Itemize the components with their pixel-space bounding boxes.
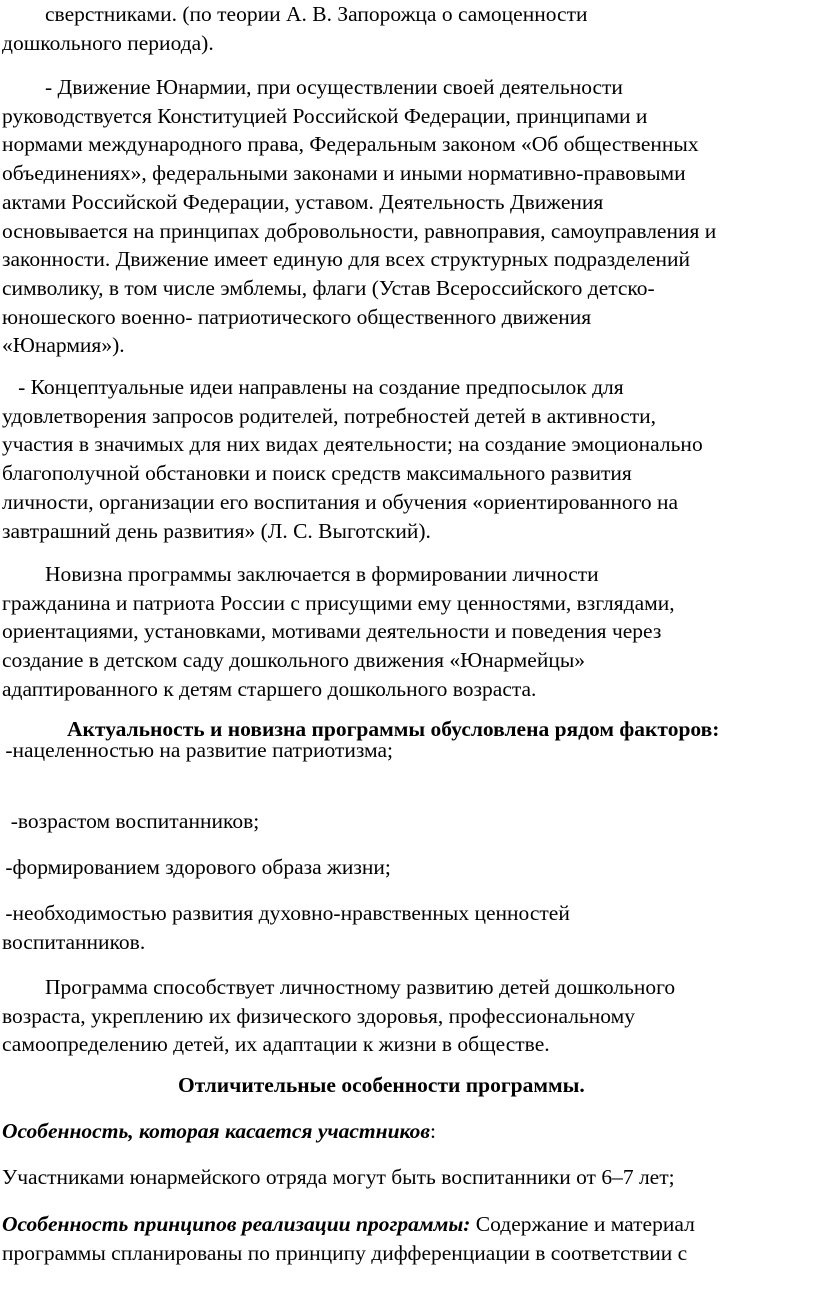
text-line: программы спланированы по принципу дифференциации в соответствии с (2, 1240, 688, 1265)
text-line: самоопределению детей, их адаптации к жизни в обществе. (2, 1032, 550, 1057)
text-line: нормами международного права, Федеральным законом «Об общественных (2, 132, 699, 157)
text-line: «Юнармия»). (2, 333, 125, 358)
principles-text: Содержание и материал (470, 1212, 695, 1236)
paragraph-yunarmia (0, 73, 716, 360)
heading-features: Отличительные особенности программы. (178, 1073, 585, 1097)
text-line: личности, организации его воспитания и обучения «ориентированного на (2, 489, 679, 514)
text-line: удовлетворения запросов родителей, потребностей детей в активности, (2, 403, 657, 428)
text-line: сверстниками. (по теории А. В. Запорожца о самоценности (2, 2, 588, 26)
text-line: воспитанников. (2, 929, 146, 954)
factor-item: -возрастом воспитанников; (0, 809, 260, 833)
feature-participants-colon: : (429, 1119, 436, 1143)
paragraph-program (0, 973, 675, 1059)
text-line: - Концептуальные идеи направлены на создание предпосылок для (2, 375, 624, 399)
text-line: участия в значимых для них видах деятельности; на создание эмоционально (2, 432, 703, 457)
text-line: -необходимостью развития духовно-нравственных ценностей (0, 901, 570, 925)
heading-actuality: Актуальность и новизна программы обусловлена рядом факторов: (67, 717, 720, 741)
feature-principles-label: Особенность принципов реализации программы: (2, 1212, 471, 1236)
text-line: - Движение Юнармии, при осуществлении своей деятельности (2, 75, 623, 99)
text-line: законности. Движение имеет единую для всех структурных подразделений (2, 247, 691, 272)
text-line: завтрашний день развития» (Л. С. Выготский). (2, 518, 431, 543)
text-line: Новизна программы заключается в формировании личности (2, 562, 599, 586)
text-line: юношеского военно- патриотического общественного движения (2, 304, 592, 329)
text-line: создание в детском саду дошкольного движения «Юнармейцы» (2, 648, 586, 673)
text-line: благополучной обстановки и поиск средств максимального развития (2, 461, 632, 486)
paragraph-novelty (0, 560, 675, 704)
feature-participants-label: Особенность, которая касается участников (2, 1119, 430, 1143)
text-line: основывается на принципах добровольности, равноправия, самоуправления и (2, 218, 717, 243)
text-line: дошкольного периода). (2, 30, 214, 55)
participants-text: Участниками юнармейского отряда могут быть воспитанники от 6–7 лет; (2, 1165, 675, 1189)
text-line: объединениях», федеральными законами и иными нормативно-правовыми (2, 161, 686, 186)
text-line: адаптированного к детям старшего дошкольного возраста. (2, 676, 537, 701)
text-line: возраста, укреплению их физического здоровья, профессиональному (2, 1003, 635, 1028)
text-line: символику, в том числе эмблемы, флаги (Устав Всероссийского детско- (2, 275, 655, 300)
text-line: Программа способствует личностному развитию детей дошкольного (2, 975, 676, 999)
factor-item: -нацеленностью на развитие патриотизма; (0, 738, 394, 762)
feature-participants-heading (2, 1119, 436, 1144)
text-line: актами Российской Федерации, уставом. Деятельность Движения (2, 189, 604, 214)
text-line: руководствуется Конституцией Российской Федерации, принципами и (2, 103, 648, 128)
paragraph-continued (0, 0, 587, 57)
factor-item-multiline (0, 899, 570, 956)
text-line: ориентациями, установками, мотивами деятельности и поведения через (2, 619, 662, 644)
text-line (2, 1210, 695, 1239)
factor-item: -формированием здорового образа жизни; (0, 855, 391, 879)
text-line: гражданина и патриота России с присущими ему ценностями, взглядами, (2, 590, 675, 615)
paragraph-principles (0, 1210, 695, 1267)
paragraph-concept (0, 373, 703, 545)
